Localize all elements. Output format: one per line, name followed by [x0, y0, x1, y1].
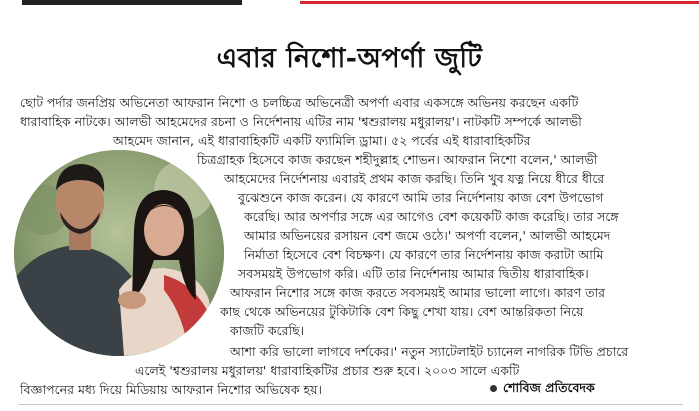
footer-divider — [18, 404, 683, 405]
bullet-icon — [490, 385, 497, 392]
body-line: কাজটি করেছি। — [230, 323, 305, 338]
top-red-bar — [300, 1, 699, 4]
body-line: সবসময়ই উপভোগ করি। এটি তার নির্দেশনায় আমার দ্বিতীয় ধারাবাহিক। — [238, 266, 589, 281]
body-line: নির্মাতা হিসেবে বেশ বিচক্ষণ। যে কারণে তার নির্দেশনায় কাজ করাটা আমি — [244, 247, 604, 262]
top-color-strip — [0, 0, 699, 7]
body-line: আহমেদ জানান, এই ধারাবাহিকটি একটি ফ্যামিলি ড্রামা। ৫২ পর্বের এই ধারাবাহিকটির — [113, 133, 531, 148]
body-line: ছোট পর্দার জনপ্রিয় অভিনেতা আফরান নিশো ও চলচ্চিত্র অভিনেত্রী অপর্ণা এবার একসঙ্গে অভিনয় করছেন একটি — [20, 95, 579, 110]
byline — [490, 380, 595, 400]
couple-photo — [14, 150, 224, 356]
body-line: আশা করি ভালো লাগবে দর্শকের।' নতুন স্যাটেলাইট চ্যানেল নাগরিক টিভি প্রচারে — [230, 344, 629, 359]
body-line: চিত্রগ্রাহক হিসেবে কাজ করছেন শহীদুল্লাহ শোভন। আফরান নিশো বলেন,' আলভী — [197, 152, 598, 167]
body-line: আহমেদের নির্দেশনায় এবারই প্রথম কাজ করছি। তিনি খুব যত্ন নিয়ে ধীরে ধীরে — [224, 171, 605, 186]
body-line: আমার অভিনয়ের রসায়ন বেশ জমে ওঠে।' অপর্ণা বলেন,' আলভী আহমেদ — [244, 228, 611, 243]
top-dark-bar — [22, 0, 242, 5]
body-line: কাছ থেকে অভিনয়ের টুকিটাকি বেশ কিছু শেখা যায়। বেশ আন্তরিকতা নিয়ে — [220, 304, 584, 319]
body-line: ধারাবাহিক নাটকে। আলভী আহমেদের রচনা ও নির্দেশনায় এটির নাম 'শ্বশুরালয় মধুরালয়'। নাটকটি সম্পর্কে আলভী — [20, 114, 582, 129]
body-line: আফরান নিশোর সঙ্গে কাজ করতে সবসময়ই আমার ভালো লাগে। কারণ তার — [230, 285, 606, 300]
byline-text: শোবিজ প্রতিবেদক — [503, 380, 595, 395]
headline: এবার নিশো-অপর্ণা জুটি — [216, 43, 483, 74]
body-line: করেছি। আর অপর্ণার সঙ্গে এর আগেও বেশ কয়েকটি কাজ করেছি। তার সঙ্গে — [244, 209, 619, 224]
body-line: বিজ্ঞাপনের মধ্য দিয়ে মিডিয়ায় আফরান নিশোর অভিষেক হয়। — [20, 382, 322, 397]
body-line: বুঝেশুনে কাজ করেন। যে কারণে আমি তার নির্দেশনায় কাজ বেশ উপভোগ — [238, 190, 604, 205]
body-line: এলেই 'শ্বশুরালয় মধুরালয়' ধারাবাহিকটির প্রচার শুরু হবে। ২০০৩ সালে একটি — [135, 363, 520, 378]
